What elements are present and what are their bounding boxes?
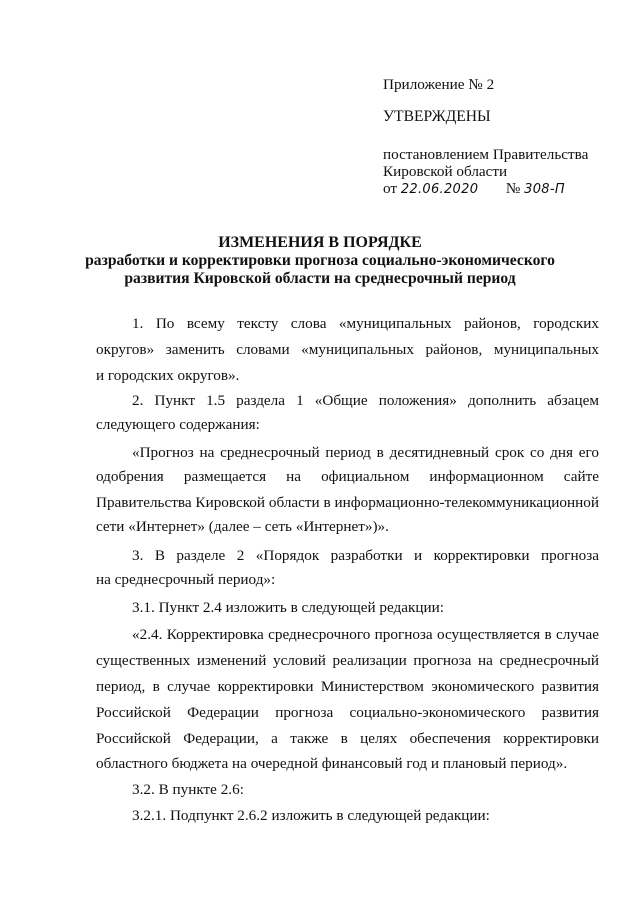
document-title: ИЗМЕНЕНИЯ В ПОРЯДКЕ — [218, 234, 422, 251]
body-line: 1. По всему тексту слова «муниципальных районов, городских — [132, 315, 599, 332]
body-line: областного бюджета на очередной финансовый год и плановый период». — [96, 755, 568, 772]
approved-label: УТВЕРЖДЕНЫ — [383, 108, 491, 125]
handwritten-date: 22.06.2020 — [400, 182, 479, 197]
body-line: и городских округов». — [96, 367, 240, 384]
body-line: сети «Интернет» (далее – сеть «Интернет»)». — [96, 518, 389, 535]
body-line: существенных изменений условий реализации прогноза на среднесрочный — [96, 652, 599, 669]
number-prefix: № — [505, 180, 521, 197]
appendix-label: Приложение № 2 — [383, 76, 495, 93]
body-line: одобрения размещается на официальном информационном сайте — [96, 468, 599, 485]
body-line: 2. Пункт 1.5 раздела 1 «Общие положения» дополнить абзацем — [132, 392, 599, 409]
body-line: следующего содержания: — [96, 416, 260, 433]
body-line: 3.1. Пункт 2.4 изложить в следующей редакции: — [132, 599, 445, 616]
document-subtitle-2: развития Кировской области на среднесрочный период — [124, 270, 516, 287]
body-line: период, в случае корректировки Министерством экономического развития — [96, 678, 599, 695]
body-line: 3.2. В пункте 2.6: — [132, 781, 244, 798]
body-line: Российской Федерации прогноза социально-экономического развития — [96, 704, 599, 721]
body-line: 3.2.1. Подпункт 2.6.2 изложить в следующей редакции: — [132, 807, 490, 824]
date-prefix: от — [383, 180, 398, 197]
decree-line-2: Кировской области — [383, 163, 508, 180]
body-line: «2.4. Корректировка среднесрочного прогноза осуществляется в случае — [132, 626, 599, 643]
body-line: округов» заменить словами «муниципальных районов, муниципальных — [96, 341, 599, 358]
body-line: «Прогноз на среднесрочный период в десятидневный срок со дня его — [132, 444, 599, 461]
body-line: Правительства Кировской области в информационно-телекоммуникационной — [96, 494, 599, 511]
body-line: 3. В разделе 2 «Порядок разработки и корректировки прогноза — [132, 547, 599, 564]
handwritten-number: 308-П — [524, 182, 565, 197]
body-line: Российской Федерации, а также в целях обеспечения корректировки — [96, 730, 599, 747]
document-subtitle-1: разработки и корректировки прогноза социально-экономического — [85, 252, 555, 269]
decree-date-line — [383, 180, 565, 198]
decree-line-1: постановлением Правительства — [383, 146, 589, 163]
body-line: на среднесрочный период»: — [96, 571, 276, 588]
